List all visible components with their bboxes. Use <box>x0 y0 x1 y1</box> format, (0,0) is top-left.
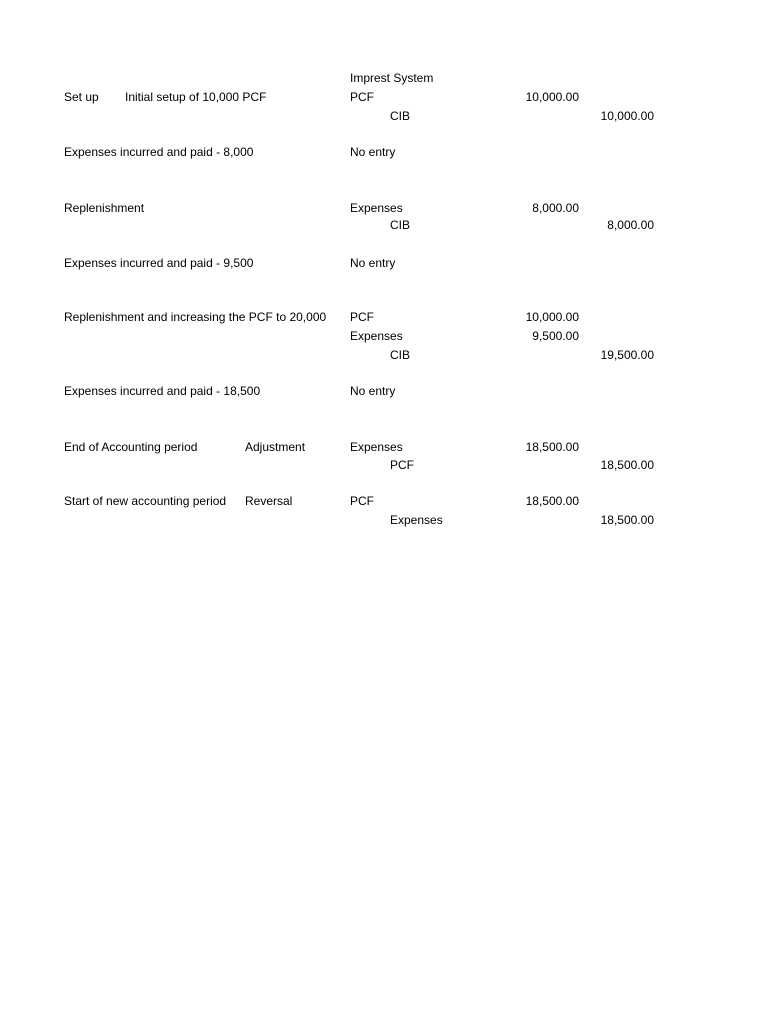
credit-amount: 8,000.00 <box>607 218 654 232</box>
debit-account: Expenses <box>350 440 403 454</box>
credit-account: CIB <box>390 218 411 232</box>
credit-amount: 19,500.00 <box>600 348 654 362</box>
credit-account: PCF <box>390 458 414 472</box>
entry-label: Set up <box>64 90 99 104</box>
credit-account: Expenses <box>390 513 443 527</box>
debit-amount: 8,000.00 <box>532 201 579 215</box>
credit-amount: 10,000.00 <box>600 109 654 123</box>
entry-sublabel: Adjustment <box>245 440 306 454</box>
entry-label: Expenses incurred and paid - 18,500 <box>64 384 261 398</box>
entry-label: Replenishment and increasing the PCF to 20,000 <box>64 310 327 324</box>
no-entry-note: No entry <box>350 384 396 398</box>
debit-account: PCF <box>350 494 374 508</box>
debit-account: Expenses <box>350 329 403 343</box>
method-heading: Imprest System <box>350 71 434 85</box>
credit-amount: 18,500.00 <box>600 513 654 527</box>
debit-amount: 18,500.00 <box>525 494 579 508</box>
entry-sublabel: Initial setup of 10,000 PCF <box>125 90 267 104</box>
debit-amount: 9,500.00 <box>532 329 579 343</box>
entry-label: Replenishment <box>64 201 145 215</box>
debit-amount: 10,000.00 <box>525 310 579 324</box>
debit-account: PCF <box>350 90 374 104</box>
debit-account: PCF <box>350 310 374 324</box>
debit-amount: 18,500.00 <box>525 440 579 454</box>
debit-account: Expenses <box>350 201 403 215</box>
credit-account: CIB <box>390 348 411 362</box>
debit-amount: 10,000.00 <box>525 90 579 104</box>
entry-sublabel: Reversal <box>245 494 293 508</box>
entry-label: Expenses incurred and paid - 9,500 <box>64 256 254 270</box>
credit-account: CIB <box>390 109 411 123</box>
entry-label: End of Accounting period <box>64 440 198 454</box>
credit-amount: 18,500.00 <box>600 458 654 472</box>
entry-label: Start of new accounting period <box>64 494 227 508</box>
entry-label: Expenses incurred and paid - 8,000 <box>64 145 254 159</box>
no-entry-note: No entry <box>350 256 396 270</box>
no-entry-note: No entry <box>350 145 396 159</box>
